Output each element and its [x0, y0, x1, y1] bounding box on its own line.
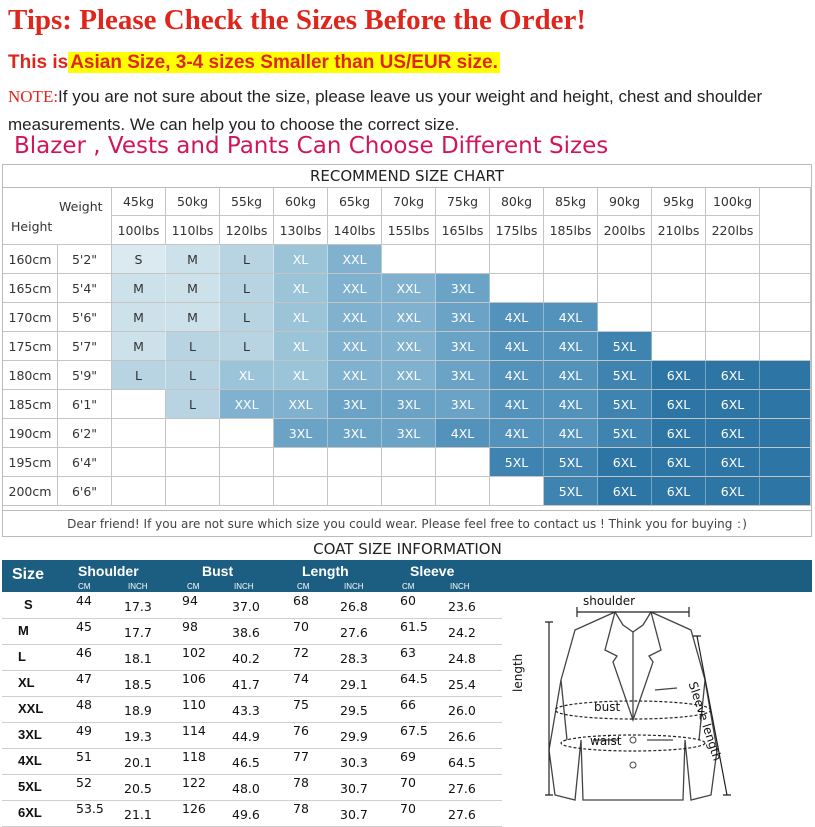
height-cm: 200cm — [3, 477, 58, 506]
height-cm: 165cm — [3, 274, 58, 303]
size-cell: 4XL — [544, 332, 598, 361]
coat-value: 53.5 — [76, 801, 104, 816]
coat-value: 60 — [400, 593, 416, 608]
size-cell: 4XL — [490, 332, 544, 361]
coat-row — [2, 644, 502, 671]
unit-inch: INCH — [344, 582, 364, 591]
blazer-diagram — [505, 590, 810, 812]
row-end-cell — [760, 303, 811, 332]
size-cell: L — [220, 274, 274, 303]
height-cm: 175cm — [3, 332, 58, 361]
size-cell: XXL — [382, 303, 436, 332]
lbs-header: 220lbs — [706, 216, 760, 245]
coat-value: 30.7 — [340, 807, 368, 822]
coat-value: 75 — [293, 697, 309, 712]
coat-value: 38.6 — [232, 625, 260, 640]
size-cell: 4XL — [544, 303, 598, 332]
coat-value: 19.3 — [124, 729, 152, 744]
kg-header: 85kg — [544, 187, 598, 216]
height-cm: 180cm — [3, 361, 58, 390]
note-label: NOTE: — [8, 87, 59, 106]
height-cm: 160cm — [3, 245, 58, 274]
coat-row — [2, 618, 502, 645]
size-cell — [544, 274, 598, 303]
coat-size: 4XL — [18, 753, 42, 768]
coat-value: 47 — [76, 671, 92, 686]
height-cm: 185cm — [3, 390, 58, 419]
height-ft: 5'7" — [58, 332, 112, 361]
size-cell — [544, 245, 598, 274]
size-cell: XXL — [328, 361, 382, 390]
kg-header: 80kg — [490, 187, 544, 216]
size-cell: XXL — [328, 332, 382, 361]
size-cell: XL — [274, 332, 328, 361]
size-cell: XL — [220, 361, 274, 390]
coat-value: 18.1 — [124, 651, 152, 666]
size-cell: 3XL — [274, 419, 328, 448]
size-cell: XXL — [328, 303, 382, 332]
coat-value: 46.5 — [232, 755, 260, 770]
coat-size: 3XL — [18, 727, 42, 742]
size-cell: 5XL — [598, 419, 652, 448]
coat-size: M — [18, 623, 29, 638]
coat-value: 48 — [76, 697, 92, 712]
size-cell: 6XL — [706, 477, 760, 506]
coat-value: 29.5 — [340, 703, 368, 718]
lbs-header: 110lbs — [166, 216, 220, 245]
waist-label: waist — [590, 734, 622, 748]
lbs-header: 140lbs — [328, 216, 382, 245]
coat-value: 78 — [293, 801, 309, 816]
header-spacer — [760, 187, 811, 245]
recommend-corner — [3, 187, 112, 245]
coat-value: 48.0 — [232, 781, 260, 796]
kg-header: 50kg — [166, 187, 220, 216]
recommend-title: RECOMMEND SIZE CHART — [3, 165, 811, 188]
size-cell — [652, 245, 706, 274]
lbs-header: 130lbs — [274, 216, 328, 245]
coat-value: 122 — [182, 775, 206, 790]
height-cm: 190cm — [3, 419, 58, 448]
size-cell — [166, 448, 220, 477]
coat-size: XL — [18, 675, 35, 690]
size-cell — [166, 419, 220, 448]
coat-size: 6XL — [18, 805, 42, 820]
coat-header-bar — [2, 560, 812, 592]
lbs-header: 165lbs — [436, 216, 490, 245]
size-cell: 5XL — [598, 332, 652, 361]
coat-value: 44 — [76, 593, 92, 608]
coat-value: 52 — [76, 775, 92, 790]
kg-header: 90kg — [598, 187, 652, 216]
size-cell — [652, 274, 706, 303]
height-ft: 6'6" — [58, 477, 112, 506]
size-cell: M — [112, 332, 166, 361]
coat-value: 78 — [293, 775, 309, 790]
coat-value: 29.9 — [340, 729, 368, 744]
unit-cm: CM — [78, 582, 91, 591]
height-cm: 195cm — [3, 448, 58, 477]
size-cell — [220, 419, 274, 448]
size-cell: 4XL — [490, 303, 544, 332]
row-end-cell — [760, 419, 811, 448]
size-cell — [274, 477, 328, 506]
size-cell: 6XL — [706, 448, 760, 477]
coat-value: 72 — [293, 645, 309, 660]
size-cell: XL — [274, 274, 328, 303]
size-cell: 6XL — [652, 448, 706, 477]
row-end-cell — [760, 332, 811, 361]
size-cell: M — [166, 245, 220, 274]
size-cell: 6XL — [598, 477, 652, 506]
height-ft: 5'4" — [58, 274, 112, 303]
size-cell: 5XL — [544, 448, 598, 477]
size-cell: XXL — [382, 274, 436, 303]
size-cell: 5XL — [598, 361, 652, 390]
coat-value: 77 — [293, 749, 309, 764]
coat-value: 70 — [400, 775, 416, 790]
size-cell — [112, 477, 166, 506]
size-cell — [598, 274, 652, 303]
size-cell: L — [220, 303, 274, 332]
size-cell: 4XL — [544, 419, 598, 448]
size-cell: 3XL — [328, 419, 382, 448]
coat-size: 5XL — [18, 779, 42, 794]
coat-value: 46 — [76, 645, 92, 660]
height-ft: 5'6" — [58, 303, 112, 332]
unit-cm: CM — [402, 582, 415, 591]
size-cell — [274, 448, 328, 477]
size-cell: 4XL — [436, 419, 490, 448]
unit-cm: CM — [187, 582, 200, 591]
size-cell: 3XL — [382, 419, 436, 448]
size-cell: 4XL — [544, 361, 598, 390]
coat-value: 98 — [182, 619, 198, 634]
asian-prefix: This is — [8, 52, 69, 73]
coat-value: 17.3 — [124, 599, 152, 614]
note-text: If you are not sure about the size, please leave us your weight and height, chest and shoulder measurements. We can help you to choose the correct size. — [8, 87, 763, 134]
length-label: length — [511, 653, 525, 692]
coat-group-header: Shoulder — [78, 563, 139, 579]
unit-cm: CM — [297, 582, 310, 591]
row-end-cell — [760, 477, 811, 506]
height-ft: 6'1" — [58, 390, 112, 419]
size-cell: XXL — [220, 390, 274, 419]
coat-value: 67.5 — [400, 723, 428, 738]
coat-value: 20.5 — [124, 781, 152, 796]
size-cell — [598, 245, 652, 274]
coat-value: 26.8 — [340, 599, 368, 614]
size-cell: 4XL — [490, 390, 544, 419]
size-cell — [382, 477, 436, 506]
height-ft: 5'9" — [58, 361, 112, 390]
coat-value: 41.7 — [232, 677, 260, 692]
lbs-header: 175lbs — [490, 216, 544, 245]
coat-value: 27.6 — [340, 625, 368, 640]
size-cell: L — [220, 332, 274, 361]
coat-group-header: Sleeve — [410, 563, 455, 579]
shoulder-label: shoulder — [583, 594, 636, 608]
coat-value: 26.0 — [448, 703, 476, 718]
choose-sizes-banner: Blazer , Vests and Pants Can Choose Different Sizes — [14, 133, 609, 159]
row-end-cell — [760, 390, 811, 419]
coat-value: 18.5 — [124, 677, 152, 692]
unit-inch: INCH — [234, 582, 254, 591]
size-cell: 5XL — [490, 448, 544, 477]
size-cell: 6XL — [706, 419, 760, 448]
lbs-header: 120lbs — [220, 216, 274, 245]
size-cell: S — [112, 245, 166, 274]
unit-inch: INCH — [450, 582, 470, 591]
coat-value: 70 — [400, 801, 416, 816]
size-cell — [382, 245, 436, 274]
coat-value: 74 — [293, 671, 309, 686]
sleeve-length-label: Sleeve length — [685, 680, 725, 763]
asian-highlight: Asian Size, 3-4 sizes Smaller than US/EUR size. — [70, 52, 498, 73]
recommend-footer: Dear friend! If you are not sure which size you could wear. Please feel free to contact us ! Think you for buying ：) — [3, 510, 811, 537]
coat-size: S — [24, 597, 33, 612]
height-cm: 170cm — [3, 303, 58, 332]
size-cell: XL — [274, 361, 328, 390]
size-cell — [328, 448, 382, 477]
coat-value: 43.3 — [232, 703, 260, 718]
height-label: Height — [11, 219, 53, 234]
size-cell: XXL — [274, 390, 328, 419]
coat-value: 30.7 — [340, 781, 368, 796]
size-cell — [706, 245, 760, 274]
size-cell: 6XL — [706, 390, 760, 419]
size-cell: 6XL — [598, 448, 652, 477]
size-cell: 3XL — [436, 303, 490, 332]
coat-row — [2, 800, 502, 827]
row-end-cell — [760, 448, 811, 477]
size-cell — [490, 245, 544, 274]
size-cell: XXL — [382, 361, 436, 390]
coat-value: 61.5 — [400, 619, 428, 634]
lbs-header: 100lbs — [112, 216, 166, 245]
coat-value: 64.5 — [448, 755, 476, 770]
kg-header: 55kg — [220, 187, 274, 216]
coat-value: 76 — [293, 723, 309, 738]
coat-value: 17.7 — [124, 625, 152, 640]
size-cell: 6XL — [652, 361, 706, 390]
coat-value: 30.3 — [340, 755, 368, 770]
coat-size: L — [18, 649, 26, 664]
size-cell — [436, 245, 490, 274]
coat-value: 24.2 — [448, 625, 476, 640]
coat-size: XXL — [18, 701, 44, 716]
size-cell: 5XL — [598, 390, 652, 419]
coat-row — [2, 774, 502, 801]
coat-value: 23.6 — [448, 599, 476, 614]
coat-value: 64.5 — [400, 671, 428, 686]
coat-value: 24.8 — [448, 651, 476, 666]
coat-value: 27.6 — [448, 781, 476, 796]
size-cell — [112, 419, 166, 448]
size-cell: 4XL — [490, 361, 544, 390]
size-cell: XL — [274, 245, 328, 274]
coat-value: 37.0 — [232, 599, 260, 614]
coat-value: 51 — [76, 749, 92, 764]
coat-value: 40.2 — [232, 651, 260, 666]
height-ft: 5'2" — [58, 245, 112, 274]
size-cell — [706, 274, 760, 303]
coat-value: 110 — [182, 697, 206, 712]
size-cell — [706, 332, 760, 361]
kg-header: 45kg — [112, 187, 166, 216]
coat-value: 66 — [400, 697, 416, 712]
size-cell: M — [112, 303, 166, 332]
lbs-header: 155lbs — [382, 216, 436, 245]
kg-header: 95kg — [652, 187, 706, 216]
size-cell: XXL — [328, 274, 382, 303]
size-cell: L — [220, 245, 274, 274]
blazer-illustration — [505, 590, 810, 812]
size-cell: 6XL — [652, 419, 706, 448]
size-cell: M — [166, 274, 220, 303]
coat-value: 49 — [76, 723, 92, 738]
size-cell — [328, 477, 382, 506]
size-cell — [652, 303, 706, 332]
coat-row — [2, 670, 502, 697]
coat-value: 25.4 — [448, 677, 476, 692]
row-end-cell — [760, 361, 811, 390]
lbs-header: 210lbs — [652, 216, 706, 245]
kg-header: 70kg — [382, 187, 436, 216]
asian-size-notice — [8, 52, 500, 74]
coat-row — [2, 592, 502, 619]
coat-value: 26.6 — [448, 729, 476, 744]
coat-value: 49.6 — [232, 807, 260, 822]
coat-size-header: Size — [12, 566, 45, 583]
size-cell: 3XL — [436, 361, 490, 390]
size-cell: L — [166, 332, 220, 361]
size-cell: 6XL — [652, 390, 706, 419]
coat-value: 70 — [293, 619, 309, 634]
recommend-size-chart — [2, 164, 812, 537]
unit-inch: INCH — [128, 582, 148, 591]
size-cell: L — [166, 390, 220, 419]
coat-value: 106 — [182, 671, 206, 686]
size-cell — [220, 448, 274, 477]
size-cell: 3XL — [436, 332, 490, 361]
coat-value: 44.9 — [232, 729, 260, 744]
lbs-header: 185lbs — [544, 216, 598, 245]
coat-value: 126 — [182, 801, 206, 816]
size-cell: M — [166, 303, 220, 332]
size-cell: L — [166, 361, 220, 390]
coat-value: 68 — [293, 593, 309, 608]
coat-value: 63 — [400, 645, 416, 660]
size-cell — [436, 477, 490, 506]
size-cell: 4XL — [490, 419, 544, 448]
kg-header: 100kg — [706, 187, 760, 216]
size-cell: 6XL — [706, 361, 760, 390]
kg-header: 60kg — [274, 187, 328, 216]
coat-row — [2, 696, 502, 723]
size-cell — [490, 274, 544, 303]
size-cell: 3XL — [382, 390, 436, 419]
coat-value: 20.1 — [124, 755, 152, 770]
size-cell — [598, 303, 652, 332]
coat-value: 45 — [76, 619, 92, 634]
coat-value: 27.6 — [448, 807, 476, 822]
size-cell: 3XL — [436, 274, 490, 303]
size-cell: XXL — [328, 245, 382, 274]
coat-value: 18.9 — [124, 703, 152, 718]
row-end-cell — [760, 245, 811, 274]
height-ft: 6'2" — [58, 419, 112, 448]
coat-value: 69 — [400, 749, 416, 764]
coat-value: 29.1 — [340, 677, 368, 692]
tips-heading: Tips: Please Check the Sizes Before the Order! — [8, 4, 587, 36]
kg-header: 65kg — [328, 187, 382, 216]
size-cell — [220, 477, 274, 506]
row-end-cell — [760, 274, 811, 303]
size-cell — [382, 448, 436, 477]
size-cell: L — [112, 361, 166, 390]
coat-title: COAT SIZE INFORMATION — [313, 540, 502, 558]
size-note — [8, 83, 813, 139]
weight-label: Weight — [59, 199, 103, 214]
coat-value: 102 — [182, 645, 206, 660]
kg-header: 75kg — [436, 187, 490, 216]
size-cell — [652, 332, 706, 361]
size-cell — [112, 390, 166, 419]
bust-label: bust — [594, 700, 621, 714]
coat-value: 114 — [182, 723, 206, 738]
coat-row — [2, 722, 502, 749]
size-cell: 3XL — [328, 390, 382, 419]
size-cell — [112, 448, 166, 477]
size-cell: XL — [274, 303, 328, 332]
size-cell: M — [112, 274, 166, 303]
coat-value: 94 — [182, 593, 198, 608]
coat-group-header: Bust — [202, 563, 234, 579]
coat-value: 28.3 — [340, 651, 368, 666]
size-cell: 5XL — [544, 477, 598, 506]
size-cell: 3XL — [436, 390, 490, 419]
size-cell — [706, 303, 760, 332]
height-ft: 6'4" — [58, 448, 112, 477]
coat-value: 21.1 — [124, 807, 152, 822]
size-cell — [490, 477, 544, 506]
size-cell: 6XL — [652, 477, 706, 506]
coat-row — [2, 748, 502, 775]
size-cell — [166, 477, 220, 506]
size-cell: 4XL — [544, 390, 598, 419]
lbs-header: 200lbs — [598, 216, 652, 245]
size-cell: XXL — [382, 332, 436, 361]
size-cell — [436, 448, 490, 477]
coat-value: 118 — [182, 749, 206, 764]
coat-group-header: Length — [302, 563, 349, 579]
